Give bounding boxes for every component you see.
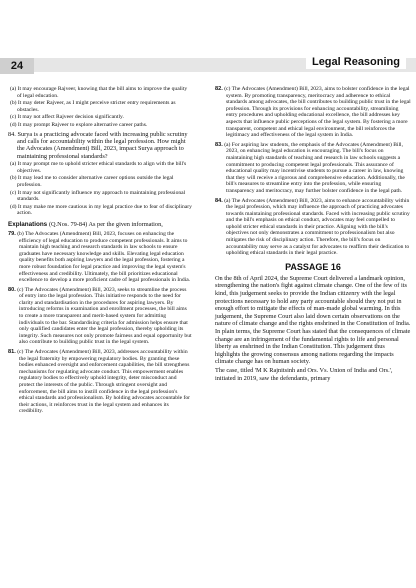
option-d: (d) It may prompt Rajveer to explore alternative career paths. xyxy=(10,121,148,128)
answer-84 xyxy=(215,198,411,257)
answer-text: (a) For aspiring law students, the emphasis of the Advocates (Amendment) Bill, 2023, on enhancing legal education is encouraging. The bill's focus on maintaining high standards of teaching and research in law schools suggests a commitment to producing competent legal professionals. This assurance of educational quality may incentivise students to pursue a career in law, knowing that they will receive a rigorous and comprehensive education. Additionally, the bill's measures to streamline entry into the profession, while ensuring transparency and meritocracy, may further bolster confidence in the legal path. xyxy=(224,141,405,194)
answer-number: 79. xyxy=(8,230,16,237)
answer-number: 84. xyxy=(215,197,223,204)
page-number: 24 xyxy=(0,58,34,74)
answer-text: (a) The Advocates (Amendment) Bill, 2023, aims to enhance accountability within the legal profession, which may influence the approach of practicing advocates towards maintaining professional standards. Faced with increasing public scrutiny and the bill's emphasis on ethical conduct, advocates may feel compelled to uphold stricter ethical standards in their practice. Aligning with the bill's objectives not only demonstrates a commitment to professionalism but also mitigates the risk of disciplinary action. Therefore, the bill's focus on accountability may serve as a catalyst for advocates to reaffirm their dedication to upholding ethical standards in their legal practice. xyxy=(224,197,410,257)
right-column xyxy=(215,86,411,382)
passage-paragraph: On the 8th of April 2024, the Supreme Court delivered a landmark opinion, strengthening the nation's fight against climate change. One of the few of its kind, this judgement seeks to provide the Indian citizenry with the legal protections necessary to hold any party accountable should they not put in enough effort to mitigate the effects of man-made global warming. In this judgement, the Supreme Court also laid down certain observations on the nature of climate change and the rights enshrined in the Constitution of India. In plain terms, the Supreme Court has stated that the consequences of climate change are an infringement of the fundamental rights to life and personal liberty as enshrined in the Indian Constitution. This judgement thus highlights the growing consensus among nations regarding the impacts climate change has on human society. xyxy=(215,274,411,366)
explanations-heading xyxy=(8,221,192,228)
answer-79 xyxy=(8,231,192,284)
page-header xyxy=(0,0,416,72)
answer-83 xyxy=(215,142,411,195)
answer-82 xyxy=(215,86,411,139)
answer-text: (c) The Advocates (Amendment) Bill, 2023, aims to bolster confidence in the legal system. By promoting transparency, meritocracy and adherence to ethical standards among advocates, the bill contributes to building public trust in the legal profession. Through its provisions for enhancing accountability, streamlining entry procedures and upholding educational excellence, the bill addresses key aspects that influence public perceptions of the legal system. By fostering a more transparent, competent and ethical legal environment, the bill reinforces the legitimacy and effectiveness of the legal system in India. xyxy=(224,86,411,139)
answer-80 xyxy=(8,287,192,346)
passage-title: PASSAGE 16 xyxy=(285,261,341,272)
answer-number: 80. xyxy=(8,286,16,293)
explanations-range: (Q.Nos. 79-84) As per the given information, xyxy=(48,220,163,228)
q84-option-c: (c) It may not significantly influence my approach to maintaining professional standards. xyxy=(10,189,186,203)
q84-option-b: (b) It may lead me to consider alternative career options outside the legal profession. xyxy=(10,175,174,188)
question-84: 84. Surya is a practicing advocate faced with increasing public scrutiny and calls for accountability within the legal profession. How might the Advocates (Amendment) Bill, 2023, impact Surya approach to maintaining professional standards? xyxy=(8,130,188,160)
answer-81 xyxy=(8,349,192,415)
answer-number: 81. xyxy=(8,349,16,356)
explanations-label: Explanations xyxy=(8,220,48,228)
option-a: (a) It may encourage Rajveer, knowing that the bill aims to improve the quality of legal education. xyxy=(10,86,188,99)
section-title: Legal Reasoning xyxy=(306,55,406,69)
answer-number: 82. xyxy=(215,86,223,92)
option-b: (b) It may deter Rajveer, as I might perceive stricter entry requirements as obstacles. xyxy=(10,100,176,113)
left-column xyxy=(8,86,192,418)
q84-option-d: (d) It may make me more cautious in my legal practice due to fear of disciplinary action. xyxy=(10,203,192,217)
answer-text: (b) The Advocates (Amendment) Bill, 2023, focuses on enhancing the efficiency of legal education to produce competent professionals. It aims to maintain high teaching and research standards in law schools to ensure graduates have necessary knowledge and skills. Elevating legal education quality benefits both aspiring lawyers and the legal profession, fostering a more robust foundation for legal practice and improving the legal system's effectiveness and credibility. Ultimately, the bill prioritizes educational excellence to develop a more proficient cadre of legal professionals in India. xyxy=(17,230,191,284)
passage-paragraph: The case, titled 'M K Rajnitsinh and Ors. Vs. Union of India and Ors.', initiated in 2019, saw the defendants, primary xyxy=(215,366,393,382)
answer-text: (c) The Advocates (Amendment) Bill, 2023, seeks to streamline the process of entry into the legal profession. This initiative responds to the need for clarity and standardisation in the procedures for aspiring lawyers. By introducing reforms in examination and enrollment processes, the bill aims to create a more transparent and merit-based system for admitting individuals to the bar. Standardising criteria for admission helps ensure that only qualified candidates enter the legal profession, thereby upholding its integrity. Such measures not only promote fairness and equal opportunity but also contribute to building public trust in the legal system. xyxy=(17,286,192,346)
answer-text: (c) The Advocates (Amendment) Bill, 2023, addresses accountability within the legal fraternity by empowering regulatory bodies. By granting these bodies enhanced oversight and enforcement capabilities, the bill strengthens mechanisms for regulating advocate conduct. This empowerment enables regulatory bodies to effectively uphold integrity, deter misconduct and protect the interests of the public. Through stringent oversight and enforcement, the bill aims to instill confidence in the legal profession's ethical standards and professionalism. By holding advocates accountable for their actions, it reinforces trust in the legal system and enhances its credibility. xyxy=(17,349,191,415)
answer-number: 83. xyxy=(215,141,223,148)
q84-option-a: (a) It may prompt me to uphold stricter ethical standards to align with the bill's objectives. xyxy=(10,161,187,174)
option-c: (c) It may not affect Rajveer decision significantly. xyxy=(10,114,124,121)
